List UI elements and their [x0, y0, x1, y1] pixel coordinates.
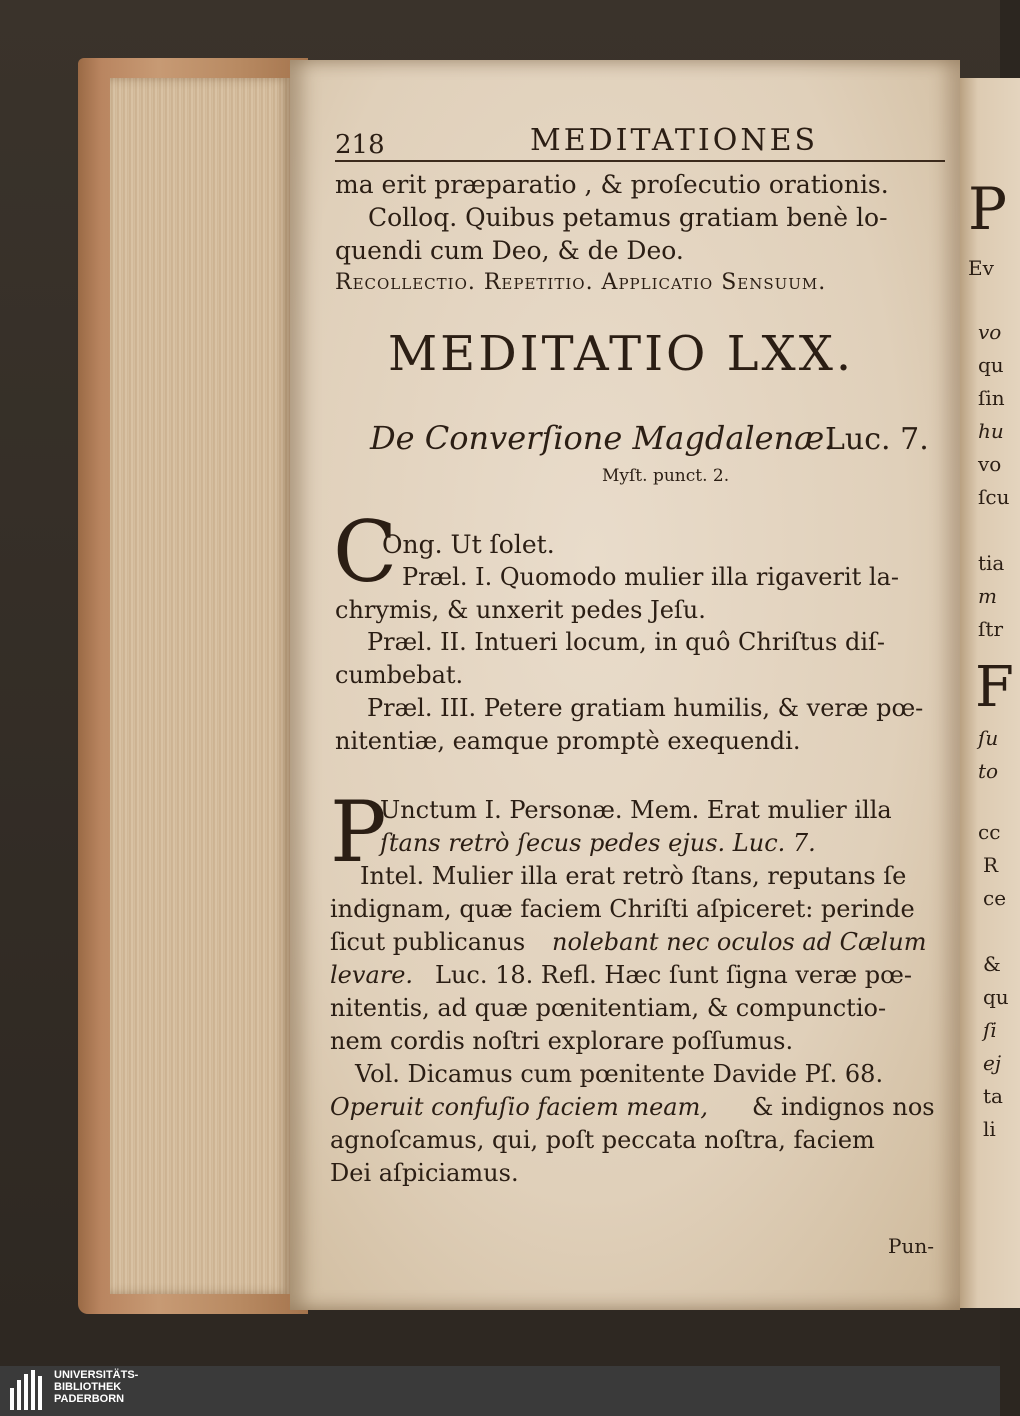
text-line: & indignos nos — [752, 1093, 935, 1121]
text-line: nem cordis noſtri explorare poſſumus. — [330, 1027, 794, 1055]
facing-page-fragment: cc — [978, 820, 1001, 844]
text-line: Colloq. Quibus petamus gratiam benè lo- — [368, 203, 888, 232]
catchword: Pun- — [888, 1234, 934, 1258]
subtitle-reference: Luc. 7. — [825, 422, 929, 457]
text-line: ſicut publicanus — [330, 928, 526, 956]
text-line: agnoſcamus, qui, poſt peccata noſtra, faciem — [330, 1126, 875, 1154]
library-line: PADERBORN — [54, 1393, 125, 1405]
text-line: Præl. III. Petere gratiam humilis, & veræ pœ- — [367, 694, 924, 722]
text-line: levare. — [330, 961, 414, 989]
text-line: Præl. I. Quomodo mulier illa rigaverit la- — [402, 563, 900, 591]
library-logo-icon — [10, 1370, 46, 1410]
facing-page-fragment: & — [983, 952, 1001, 976]
facing-page-fragment: qu — [978, 353, 1004, 377]
drop-cap: C — [333, 503, 398, 601]
facing-page-fragment: vo — [978, 320, 1002, 344]
mystery-point: Myſt. punct. 2. — [602, 466, 730, 486]
library-line: UNIVERSITÄTS- — [54, 1369, 139, 1381]
facing-page-fragment: Ev — [968, 256, 994, 280]
text-line: Recollectio. Repetitio. Applicatio Sensuum. — [335, 270, 827, 295]
text-line: quendi cum Deo, & de Deo. — [335, 236, 684, 265]
text-line: Ong. Ut ſolet. — [382, 530, 555, 559]
text-line: Præl. II. Intueri locum, in quô Chriſtus diſ- — [367, 628, 885, 656]
drop-cap: P — [330, 783, 387, 881]
library-name — [54, 1369, 138, 1405]
text-line: Operuit confuſio faciem meam, — [330, 1093, 708, 1121]
facing-page-fragment: vo — [978, 452, 1002, 476]
facing-page-fragment: ta — [983, 1084, 1003, 1108]
meditation-subtitle: De Converſione Magdalenæ. — [370, 419, 835, 457]
text-line: Unctum I. Personæ. Mem. Erat mulier illa — [380, 796, 892, 824]
facing-page-fragment: ej — [983, 1051, 1002, 1075]
facing-page-fragment: qu — [983, 985, 1009, 1009]
page-edges — [110, 78, 290, 1294]
facing-page-fragment: to — [978, 759, 999, 783]
text-line: ma erit præparatio , & proſecutio orationis. — [335, 170, 889, 199]
text-line: Vol. Dicamus cum pœnitente Davide Pſ. 68. — [355, 1060, 884, 1088]
text-line: cumbebat. — [335, 661, 464, 689]
text-line: Dei aſpiciamus. — [330, 1159, 519, 1187]
text-line: chrymis, & unxerit pedes Jeſu. — [335, 596, 706, 624]
facing-page-fragment: ſu — [978, 726, 999, 750]
facing-page-fragment: ſin — [978, 386, 1005, 410]
running-title: MEDITATIONES — [530, 123, 819, 158]
text-line: ſtans retrò ſecus pedes ejus. Luc. 7. — [380, 829, 816, 857]
facing-page-fragment: F — [975, 655, 1014, 720]
text-line: nitentis, ad quæ pœnitentiam, & compunctio- — [330, 994, 887, 1022]
text-line: indignam, quæ faciem Chriſti aſpiceret: perinde — [330, 895, 915, 923]
facing-page-fragment: ce — [983, 886, 1007, 910]
meditation-title: MEDITATIO LXX. — [388, 326, 855, 382]
facing-page-fragment: ſcu — [978, 485, 1010, 509]
facing-page-fragment: li — [983, 1117, 996, 1141]
page-number: 218 — [335, 130, 385, 160]
facing-page-fragment: m — [978, 584, 997, 608]
facing-page-fragment: R — [983, 853, 999, 877]
text-line: nitentiæ, eamque promptè exequendi. — [335, 727, 801, 755]
footer-bar — [0, 1366, 1000, 1416]
facing-page-fragment: hu — [978, 419, 1004, 443]
facing-page-fragment: P — [968, 175, 1008, 243]
text-line: Intel. Mulier illa erat retrò ſtans, reputans ſe — [360, 862, 907, 890]
facing-page-fragment: ſtr — [978, 617, 1003, 641]
facing-page-fragment: tia — [978, 551, 1005, 575]
facing-page-fragment: ſi — [983, 1018, 997, 1042]
text-line: Luc. 18. Refl. Hæc ſunt ſigna veræ pœ- — [435, 961, 912, 989]
header-rule — [335, 160, 945, 162]
library-line: BIBLIOTHEK — [54, 1381, 122, 1393]
text-line: nolebant nec oculos ad Cælum — [552, 928, 927, 956]
